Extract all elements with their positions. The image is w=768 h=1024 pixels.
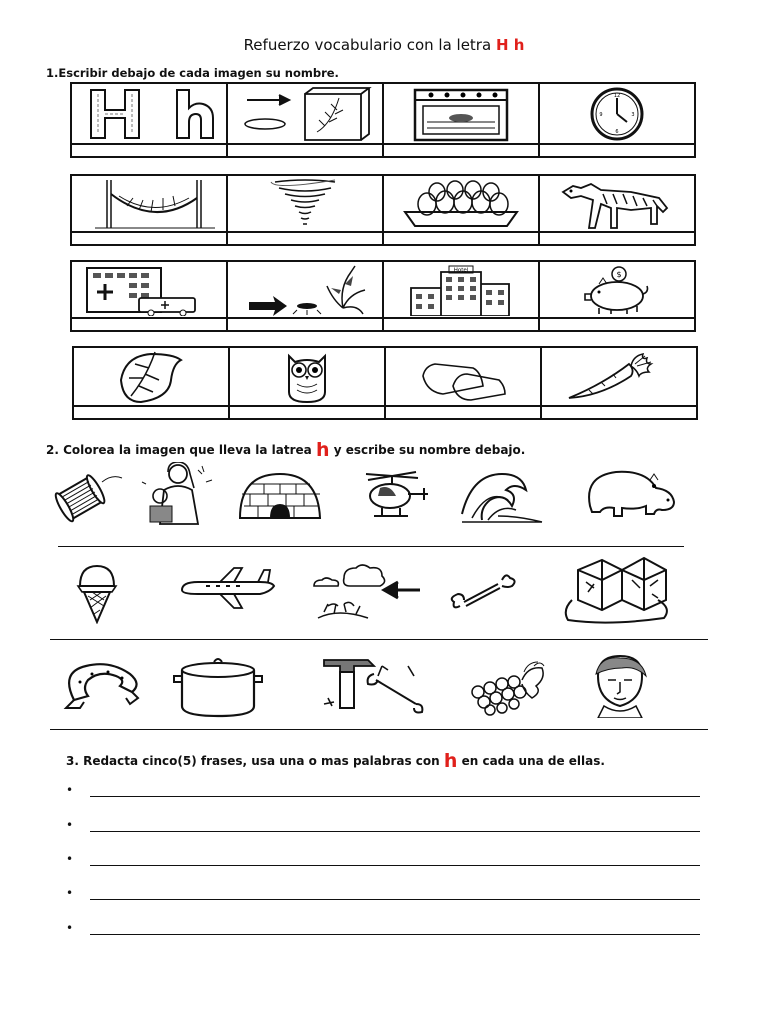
ant-hole-icon xyxy=(235,264,375,316)
section2-text-after: y escribe su nombre debajo. xyxy=(333,443,526,457)
ice-cream-icon xyxy=(72,562,122,624)
page-title xyxy=(0,36,768,54)
writing-line[interactable] xyxy=(90,831,700,832)
writing-line[interactable] xyxy=(90,796,700,797)
section1-instruction: 1.Escribir debajo de cada imagen su nombre. xyxy=(46,66,339,80)
grid-cell xyxy=(72,262,228,330)
svg-text:3: 3 xyxy=(631,111,635,118)
picture-grid-row-3 xyxy=(70,260,696,332)
leaf-icon xyxy=(81,350,221,404)
name-box[interactable] xyxy=(72,143,226,156)
grid-cell xyxy=(386,348,542,418)
section2-letter: h xyxy=(315,439,330,461)
name-box[interactable] xyxy=(230,405,384,418)
bullet: • xyxy=(66,886,74,900)
igloo-icon xyxy=(234,470,324,522)
name-box[interactable] xyxy=(228,317,382,330)
grid-cell xyxy=(72,84,228,156)
writing-line[interactable] xyxy=(90,899,700,900)
bread-icon xyxy=(235,86,375,142)
section2-text-before: 2. Colorea la imagen que lleva la latrea xyxy=(46,443,312,457)
picture-grid-row-2 xyxy=(70,174,696,246)
hotel-icon xyxy=(391,264,531,316)
pillow-icon xyxy=(393,350,533,404)
grid-cell xyxy=(542,348,696,418)
section3-text-before: 3. Redacta cinco(5) frases, usa una o mas palabras con xyxy=(66,754,440,768)
hippo-icon xyxy=(580,466,680,524)
section3-text-after: en cada una de ellas. xyxy=(461,754,605,768)
title-text: Refuerzo vocabulario con la letra xyxy=(243,36,492,54)
bullet: • xyxy=(66,852,74,866)
name-box[interactable] xyxy=(384,317,538,330)
grid-cell xyxy=(228,176,384,244)
grid-cell xyxy=(384,84,540,156)
grid-cell xyxy=(72,176,228,244)
carrot-icon xyxy=(549,350,689,404)
name-box[interactable] xyxy=(384,143,538,156)
helicopter-icon xyxy=(352,468,432,524)
man-face-icon xyxy=(584,654,656,718)
name-box[interactable] xyxy=(384,231,538,244)
grid-cell xyxy=(540,84,694,156)
grid-cell xyxy=(540,262,694,330)
eggs-icon xyxy=(391,178,531,230)
picture-grid-row-1 xyxy=(70,82,696,158)
grid-cell xyxy=(540,176,694,244)
name-box[interactable] xyxy=(540,231,694,244)
name-box[interactable] xyxy=(72,231,226,244)
ice-cubes-icon xyxy=(558,552,678,628)
section3-instruction xyxy=(66,750,605,772)
grid-cell xyxy=(230,348,386,418)
divider-line xyxy=(50,639,708,640)
hospital-icon xyxy=(79,264,219,316)
svg-text:$: $ xyxy=(616,269,622,279)
grid-cell xyxy=(228,262,384,330)
grid-cell xyxy=(228,84,384,156)
horseshoe-icon xyxy=(60,660,144,716)
bullet: • xyxy=(66,921,74,935)
airplane-icon xyxy=(176,566,276,610)
grid-cell xyxy=(384,262,540,330)
clock-icon xyxy=(547,86,687,142)
piggy-bank-icon xyxy=(547,264,687,316)
writing-line[interactable] xyxy=(90,934,700,935)
thread-spool-icon xyxy=(48,466,128,526)
writing-line[interactable] xyxy=(90,865,700,866)
svg-text:9: 9 xyxy=(599,111,603,118)
hyena-icon xyxy=(547,178,687,230)
section2-instruction xyxy=(46,439,525,461)
section3-letter: h xyxy=(443,750,458,772)
name-box[interactable] xyxy=(74,405,228,418)
name-box[interactable] xyxy=(542,405,696,418)
bullet: • xyxy=(66,818,74,832)
name-box[interactable] xyxy=(72,317,226,330)
bone-icon xyxy=(450,572,518,616)
picture-grid-row-4 xyxy=(72,346,698,420)
smoke-icon xyxy=(304,562,424,624)
name-box[interactable] xyxy=(228,231,382,244)
mother-child-icon xyxy=(138,462,218,526)
grid-cell xyxy=(74,348,230,418)
name-box[interactable] xyxy=(540,143,694,156)
tornado-icon xyxy=(235,178,375,230)
name-box[interactable] xyxy=(540,317,694,330)
svg-text:12: 12 xyxy=(613,92,621,99)
hotel-sign: Hotel xyxy=(453,267,469,273)
title-letters: H h xyxy=(495,36,525,54)
divider-line xyxy=(50,729,708,730)
svg-text:6: 6 xyxy=(615,128,619,135)
bullet: • xyxy=(66,783,74,797)
hammock-icon xyxy=(79,178,219,230)
oven-icon xyxy=(391,86,531,142)
letter-h-icon xyxy=(79,86,219,142)
divider-line xyxy=(58,546,684,547)
tools-icon xyxy=(318,654,428,714)
grid-cell xyxy=(384,176,540,244)
name-box[interactable] xyxy=(228,143,382,156)
owl-icon xyxy=(237,350,377,404)
name-box[interactable] xyxy=(386,405,540,418)
pot-icon xyxy=(170,654,266,718)
grapes-icon xyxy=(462,658,554,716)
wave-icon xyxy=(458,468,548,526)
